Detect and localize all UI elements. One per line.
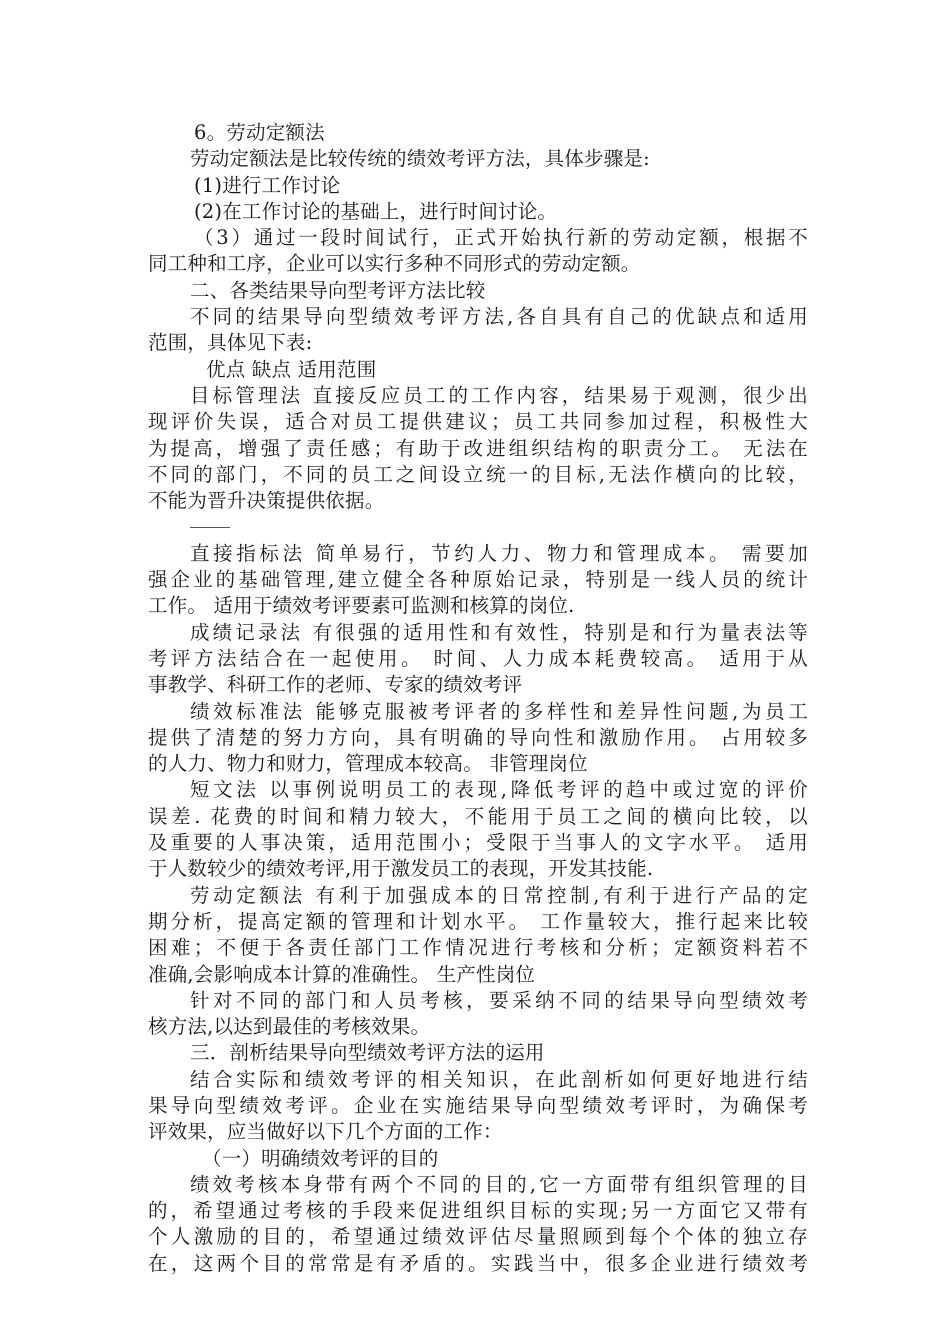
paragraph-line: 劳动定额法 有利于加强成本的日常控制,有利于进行产品的定	[190, 883, 808, 907]
table-header: 优点 缺点 适用范围	[206, 357, 377, 381]
section-heading: 二、各类结果导向型考评方法比较	[190, 278, 486, 302]
list-item: (2)在工作讨论的基础上，进行时间讨论。	[194, 199, 558, 223]
paragraph-line: 于人数较少的绩效考评,用于激发员工的表现，开发其技能.	[148, 857, 654, 881]
paragraph-line: 现评价失误，适合对员工提供建议；员工共同参加过程，积极性大	[148, 410, 808, 434]
paragraph-line: 核方法,以达到最佳的考核效果。	[148, 1015, 431, 1039]
paragraph-line: 考评方法结合在一起使用。 时间、人力成本耗费较高。 适用于从	[148, 646, 808, 670]
separator-line	[190, 527, 230, 528]
paragraph-line: 不同的部门，不同的员工之间设立统一的目标,无法作横向的比较，	[148, 462, 808, 486]
paragraph-line: 目标管理法 直接反应员工的工作内容，结果易于观测，很少出	[190, 383, 808, 407]
section-heading: 6。劳动定额法	[194, 121, 325, 144]
paragraph-line: 及重要的人事决策，适用范围小；受限于当事人的文字水平。 适用	[148, 831, 808, 855]
paragraph-line: 准确,会影响成本计算的准确性。 生产性岗位	[148, 962, 536, 986]
paragraph-line: 绩效标准法 能够克服被考评者的多样性和差异性问题,为员工	[190, 699, 808, 723]
paragraph-line: 果导向型绩效考评。企业在实施结果导向型绩效考评时，为确保考	[148, 1093, 808, 1117]
paragraph-line: 的人力、物力和财力，管理成本较高。 非管理岗位	[148, 752, 588, 776]
paragraph-line: 事教学、科研工作的老师、专家的绩效考评	[148, 673, 523, 697]
paragraph-line: 为提高，增强了责任感；有助于改进组织结构的职责分工。 无法在	[148, 436, 808, 460]
paragraph-line: 在，这两个目的常常是有矛盾的。实践当中，很多企业进行绩效考	[148, 1251, 808, 1275]
paragraph-line: 的，希望通过考核的手段来促进组织目标的实现;另一方面它又带有	[148, 1199, 808, 1223]
paragraph-line: 结合实际和绩效考评的相关知识，在此剖析如何更好地进行结	[190, 1067, 808, 1091]
paragraph-line: 劳动定额法是比较传统的绩效考评方法，具体步骤是:	[190, 147, 650, 171]
paragraph-line: 误差. 花费的时间和精力较大，不能用于员工之间的横向比较，以	[148, 804, 808, 828]
list-item: （3）通过一段时间试行，正式开始执行新的劳动定额，根据不	[194, 226, 808, 250]
paragraph-line: 成绩记录法 有很强的适用性和有效性，特别是和行为量表法等	[190, 620, 808, 644]
paragraph-line: 个人激励的目的，希望通过绩效评估尽量照顾到每个个体的独立存	[148, 1225, 808, 1249]
paragraph-line: 绩效考核本身带有两个不同的目的,它一方面带有组织管理的目	[190, 1172, 808, 1196]
paragraph-line: 期分析，提高定额的管理和计划水平。 工作量较大，推行起来比较	[148, 909, 808, 933]
paragraph-line: 同工种和工序，企业可以实行多种不同形式的劳动定额。	[148, 252, 641, 276]
paragraph-line: 强企业的基础管理,建立健全各种原始记录，特别是一线人员的统计	[148, 568, 808, 592]
paragraph-line: 不同的结果导向型绩效考评方法,各自具有自己的优缺点和适用	[190, 305, 808, 329]
paragraph-line: 针对不同的部门和人员考核，要采纳不同的结果导向型绩效考	[190, 988, 808, 1012]
paragraph-line: 不能为晋升决策提供依据。	[148, 489, 385, 513]
paragraph-line: 提供了清楚的努力方向，具有明确的导向性和激励作用。 占用较多	[148, 725, 808, 749]
section-heading: 三．剖析结果导向型绩效考评方法的运用	[190, 1041, 545, 1065]
paragraph-line: 评效果，应当做好以下几个方面的工作：	[148, 1120, 503, 1144]
list-item: (1)进行工作讨论	[194, 173, 341, 197]
paragraph-line: 范围，具体见下表:	[148, 331, 313, 355]
paragraph-line: 工作。 适用于绩效考评要素可监测和核算的岗位.	[148, 594, 575, 618]
paragraph-line: 直接指标法 简单易行，节约人力、物力和管理成本。 需要加	[190, 541, 808, 565]
document-page	[148, 120, 808, 1277]
subsection-heading: （一）明确绩效考评的目的	[202, 1146, 439, 1170]
paragraph-line: 短文法 以事例说明员工的表现,降低考评的趋中或过宽的评价	[190, 778, 808, 802]
paragraph-line: 困难；不便于各责任部门工作情况进行考核和分析；定额资料若不	[148, 936, 808, 960]
